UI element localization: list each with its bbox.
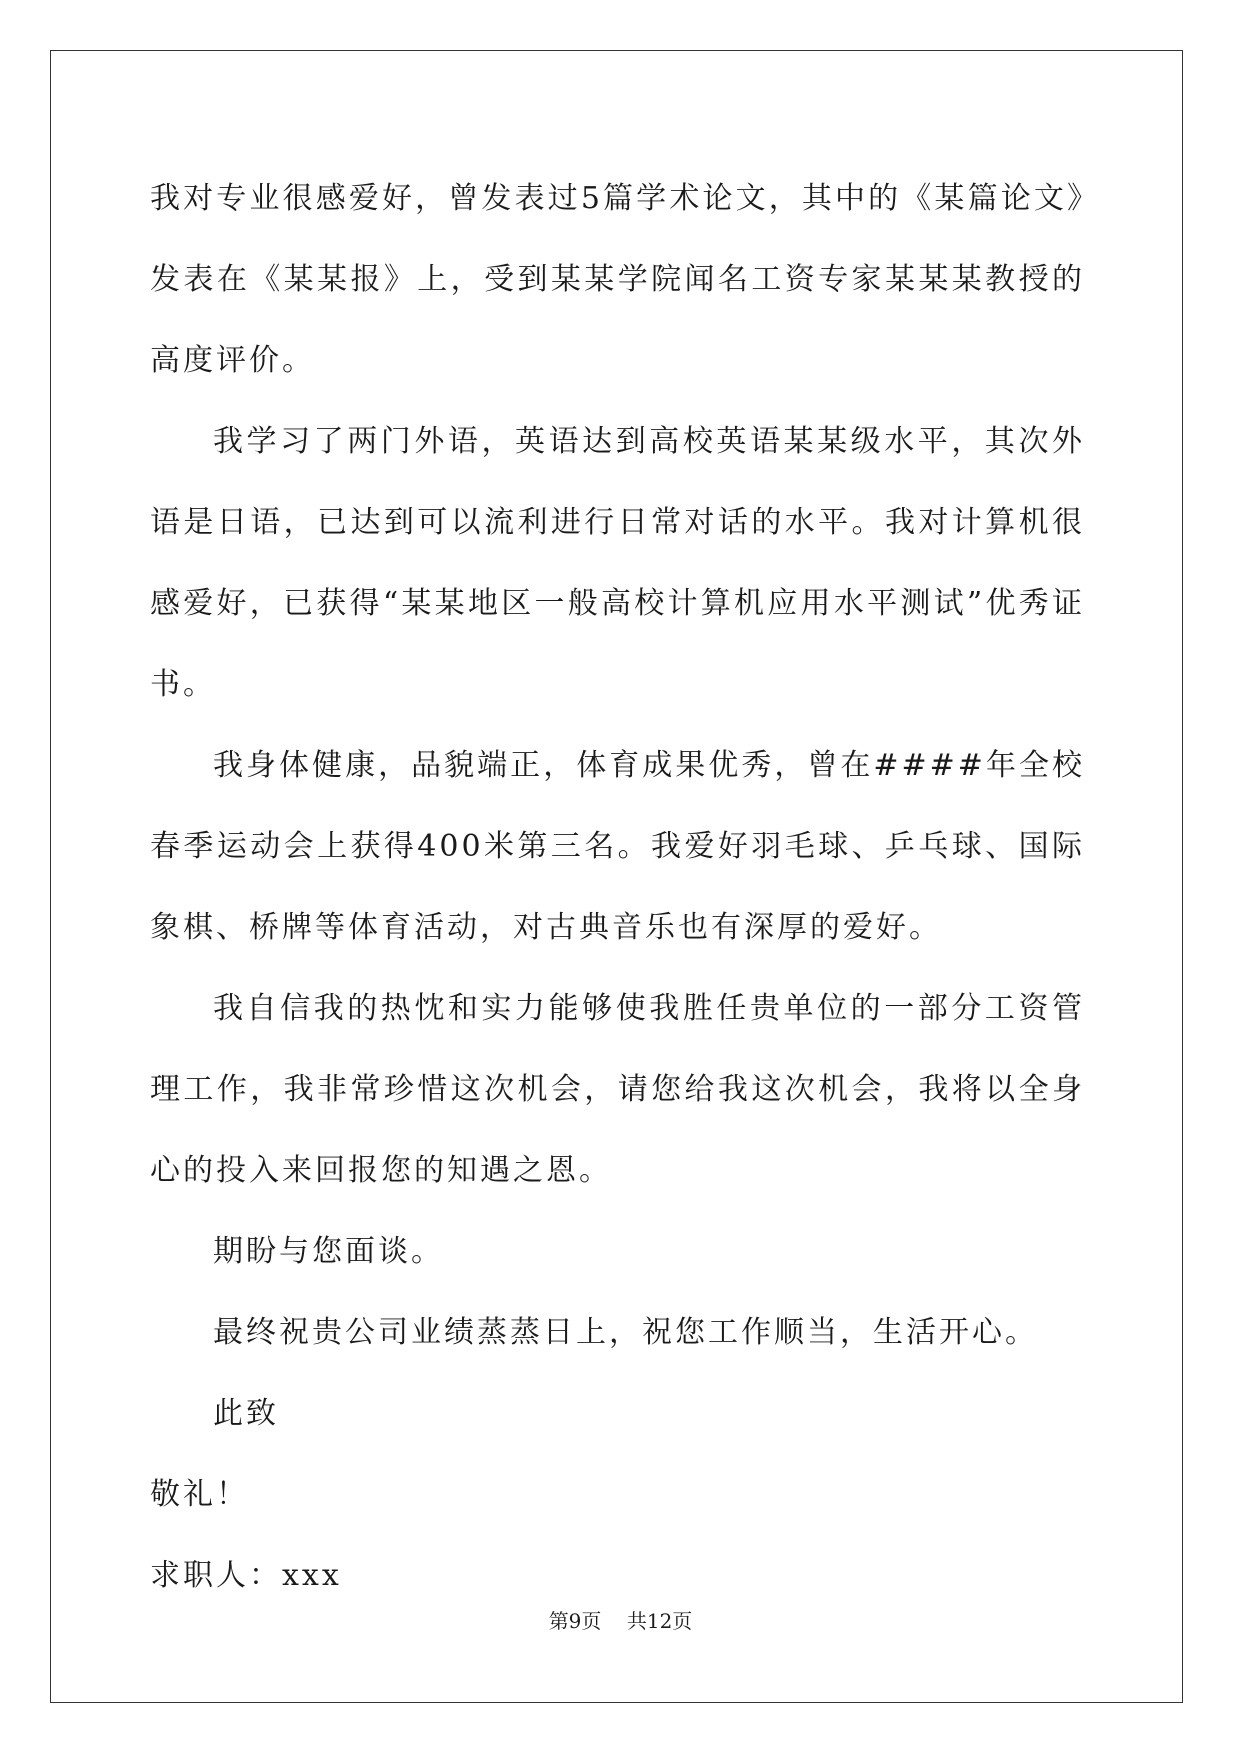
closing-regards: 敬礼！	[150, 1477, 249, 1512]
paragraph-languages: 我学习了两门外语，英语达到高校英语某某级水平，其次外语是日语，已达到可以流利进行日常对话的水平。我对计算机很感爱好，已获得“某某地区一般高校计算机应用水平测试”优秀证书。	[150, 424, 1085, 702]
total-pages-label: 共12页	[626, 1609, 693, 1633]
signature-line: 求职人：xxx	[150, 1558, 342, 1593]
page-footer	[0, 1608, 1241, 1634]
paragraph-confidence: 我自信我的热忱和实力能够使我胜任贵单位的一部分工资管理工作，我非常珍惜这次机会，请您给我这次机会，我将以全身心的投入来回报您的知遇之恩。	[150, 991, 1085, 1188]
paragraph-wishes: 最终祝贵公司业绩蒸蒸日上，祝您工作顺当，生活开心。	[213, 1315, 1038, 1350]
current-page-label: 第9页	[548, 1609, 602, 1633]
paragraph-sports: 我身体健康，品貌端正，体育成果优秀，曾在####年全校春季运动会上获得400米第三名。我爱好羽毛球、乒乓球、国际象棋、桥牌等体育活动，对古典音乐也有深厚的爱好。	[150, 748, 1085, 945]
paragraph-interview: 期盼与您面谈。	[213, 1234, 444, 1269]
letter-body	[150, 158, 1085, 1616]
paragraph-publications: 我对专业很感爱好，曾发表过5篇学术论文，其中的《某篇论文》发表在《某某报》上，受到某某学院闻名工资专家某某某教授的高度评价。	[150, 181, 1085, 378]
closing-salutation: 此致	[213, 1396, 279, 1431]
